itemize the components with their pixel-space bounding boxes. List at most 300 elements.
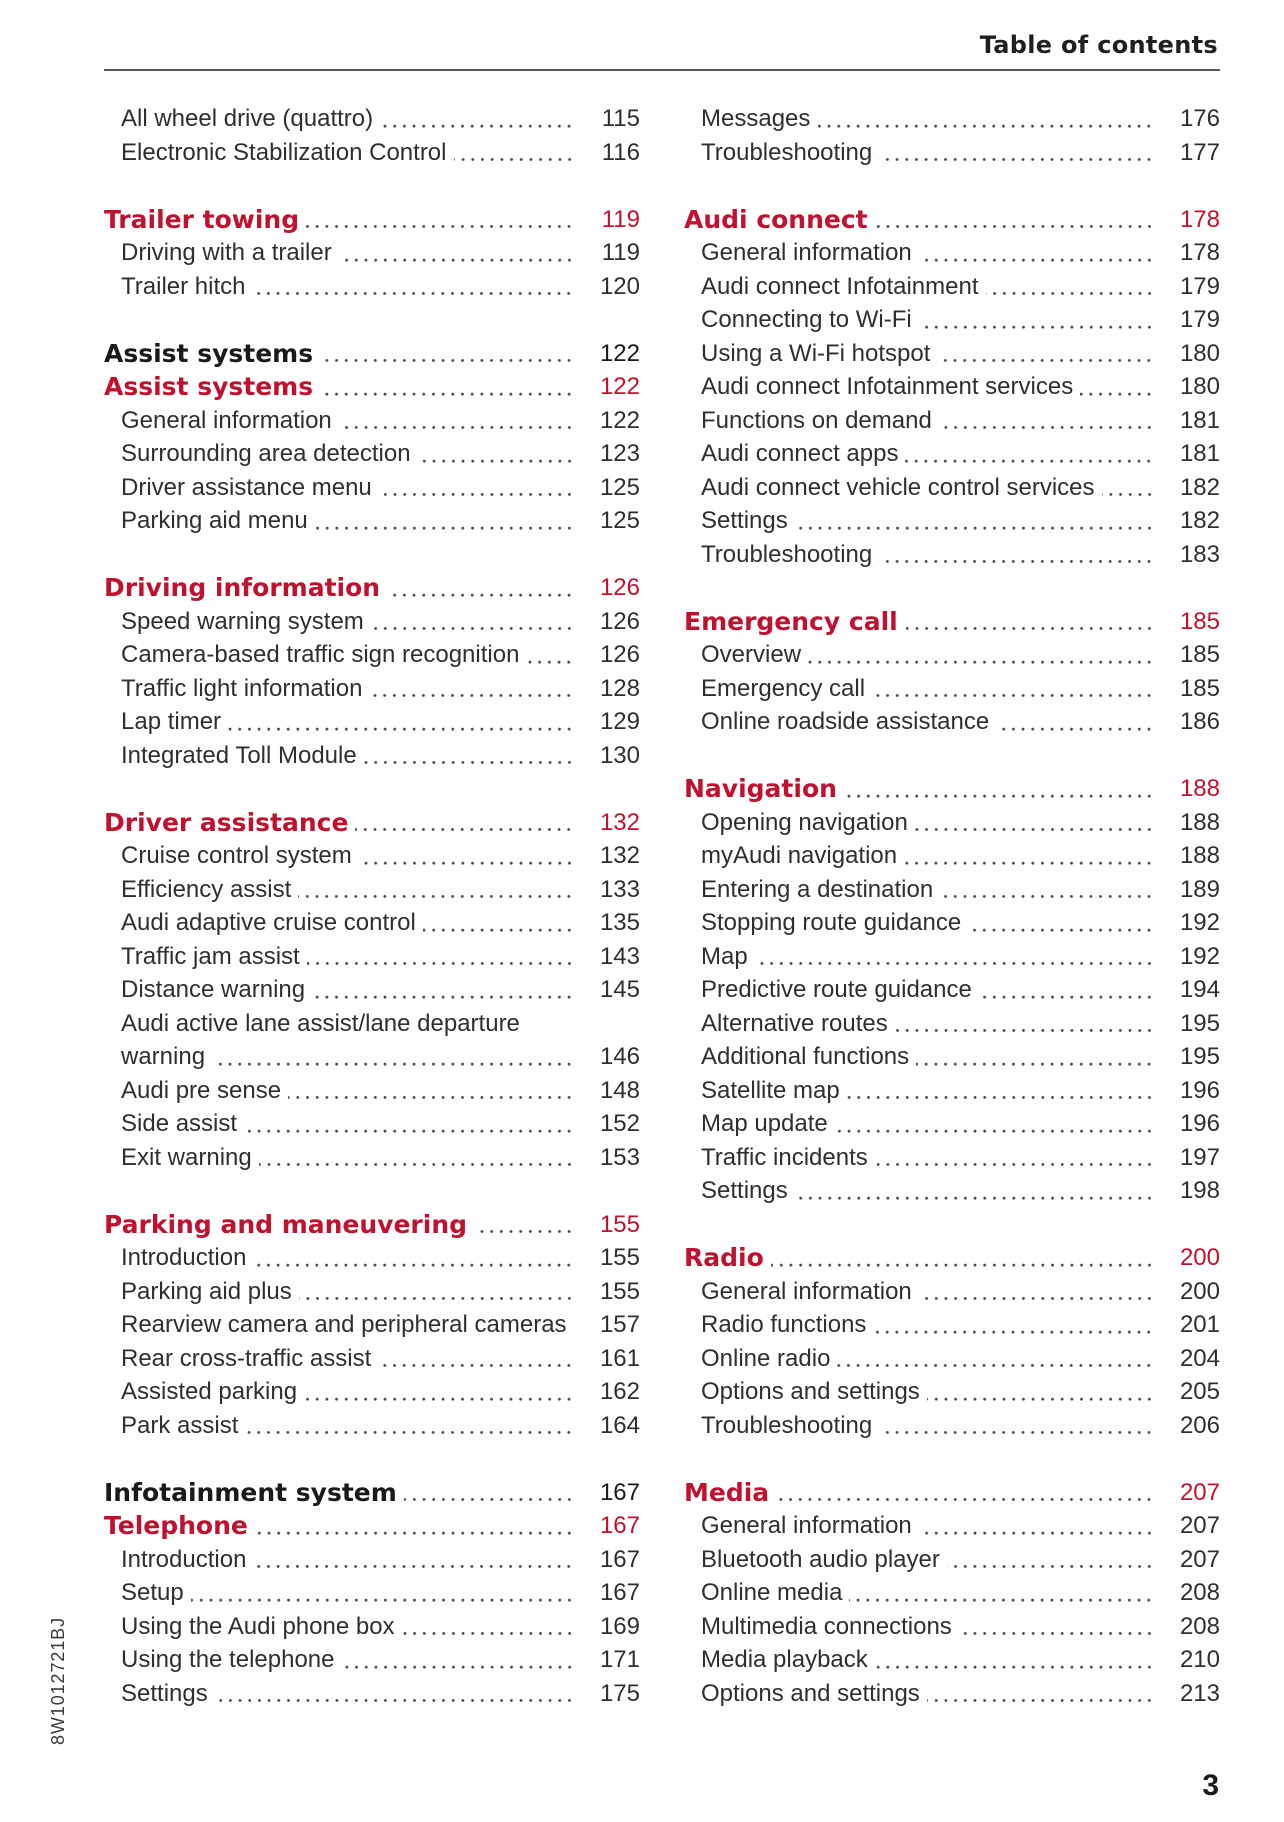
dot-leader (919, 236, 1154, 270)
topic-entry[interactable] (684, 370, 1220, 404)
topic-entry[interactable] (104, 1543, 640, 1577)
topic-entry[interactable] (684, 102, 1220, 136)
entry-page-number: 188 (1179, 775, 1220, 802)
dot-leader (837, 1342, 1154, 1376)
dot-leader (879, 136, 1154, 170)
topic-entry[interactable] (684, 1040, 1220, 1074)
entry-title: Stopping route guidance (701, 909, 962, 936)
topic-entry[interactable] (104, 1040, 640, 1074)
entry-title: Audi connect Infotainment (701, 272, 979, 300)
section-entry[interactable] (684, 605, 1220, 639)
entry-title: warning (121, 1043, 206, 1070)
entry-page-number: 196 (1179, 1076, 1220, 1104)
topic-entry[interactable] (104, 940, 640, 974)
entry-page-number: 196 (1179, 1110, 1220, 1137)
dot-leader (755, 940, 1154, 974)
dot-leader (996, 705, 1154, 739)
topic-entry[interactable] (684, 705, 1220, 739)
entry-page-number: 169 (599, 1612, 640, 1640)
entry-page-number: 178 (1179, 239, 1220, 266)
toc-group (104, 1476, 640, 1711)
topic-entry[interactable] (104, 638, 640, 672)
entry-title: Traffic light information (121, 674, 363, 702)
dot-leader (879, 538, 1154, 572)
dot-leader (306, 203, 574, 237)
dot-leader (245, 1409, 574, 1443)
entry-title: Navigation (684, 774, 837, 803)
entry-page-number: 175 (599, 1679, 640, 1707)
topic-entry[interactable] (104, 1275, 640, 1309)
topic-entry[interactable] (104, 1141, 640, 1175)
entry-page-number: 126 (599, 641, 640, 668)
topic-entry-line[interactable] (104, 1007, 640, 1041)
entry-title: myAudi navigation (701, 842, 898, 869)
section-entry[interactable] (104, 806, 640, 840)
entry-title: Parking and maneuvering (104, 1209, 468, 1239)
entry-title: General information (121, 406, 332, 434)
dot-leader (1080, 370, 1154, 404)
dot-leader (875, 203, 1154, 237)
topic-entry[interactable] (104, 672, 640, 706)
toc-group (684, 1241, 1220, 1442)
topic-entry[interactable] (104, 1610, 640, 1644)
topic-entry[interactable] (684, 806, 1220, 840)
entry-page-number: 195 (1179, 1009, 1220, 1037)
topic-entry[interactable] (684, 1007, 1220, 1041)
entry-page-number: 119 (601, 205, 640, 233)
entry-page-number: 177 (1179, 138, 1220, 166)
entry-page-number: 207 (1179, 1545, 1220, 1573)
topic-entry[interactable] (684, 638, 1220, 672)
entry-title: Map (701, 942, 748, 970)
topic-entry[interactable] (684, 1576, 1220, 1610)
section-entry[interactable] (684, 1476, 1220, 1510)
dot-leader (959, 1610, 1154, 1644)
dot-leader (315, 504, 574, 538)
section-entry[interactable] (684, 1241, 1220, 1275)
entry-title: Options and settings (701, 1679, 920, 1707)
topic-entry[interactable] (684, 236, 1220, 270)
entry-title: Online radio (701, 1344, 831, 1372)
dot-leader (371, 605, 574, 639)
dot-leader (259, 1141, 574, 1175)
dot-leader (339, 404, 574, 438)
entry-title: Assist systems (104, 338, 314, 368)
dot-leader (404, 1476, 574, 1510)
dot-leader (255, 1509, 574, 1543)
entry-page-number: 143 (599, 942, 640, 970)
dot-leader (212, 1040, 574, 1074)
entry-page-number: 208 (1179, 1612, 1220, 1640)
entry-title: Predictive route guidance (701, 976, 972, 1003)
entry-title: Lap timer (121, 708, 222, 735)
entry-page-number: 128 (599, 674, 640, 702)
topic-entry[interactable] (104, 1342, 640, 1376)
dot-leader (378, 1342, 574, 1376)
entry-title: Media (684, 1477, 770, 1507)
entry-page-number: 155 (599, 1210, 640, 1238)
topic-entry[interactable] (684, 471, 1220, 505)
dot-leader (817, 102, 1154, 136)
entry-page-number: 198 (1179, 1177, 1220, 1204)
entry-title: General information (701, 1277, 912, 1305)
entry-page-number: 167 (599, 1545, 640, 1573)
entry-page-number: 185 (1179, 641, 1220, 668)
topic-entry[interactable] (684, 672, 1220, 706)
section-entry[interactable] (104, 370, 640, 404)
entry-title: Audi connect (684, 204, 868, 234)
entry-title: Using the telephone (121, 1646, 335, 1673)
entry-title: Traffic jam assist (121, 942, 300, 970)
dot-leader (771, 1241, 1154, 1275)
topic-entry[interactable] (684, 1141, 1220, 1175)
entry-page-number: 125 (599, 507, 640, 534)
entry-page-number: 210 (1179, 1646, 1220, 1673)
dot-leader (526, 638, 574, 672)
dot-leader (359, 839, 574, 873)
entry-page-number: 213 (1179, 1679, 1220, 1707)
entry-title: Setup (121, 1579, 184, 1606)
toc-column-right (684, 102, 1220, 1710)
entry-page-number: 189 (1179, 875, 1220, 903)
entry-page-number: 122 (599, 373, 640, 400)
topic-entry[interactable] (104, 1241, 640, 1275)
section-entry[interactable] (104, 1208, 640, 1242)
chapter-entry[interactable] (104, 1476, 640, 1510)
entry-title: Introduction (121, 1244, 247, 1271)
dot-leader (252, 270, 574, 304)
dot-leader (927, 1375, 1154, 1409)
dot-leader (402, 1610, 574, 1644)
dot-leader (915, 806, 1154, 840)
entry-page-number: 200 (1179, 1244, 1220, 1271)
entry-page-number: 132 (599, 808, 640, 836)
topic-entry[interactable] (104, 236, 640, 270)
entry-page-number: 155 (599, 1277, 640, 1305)
topic-entry[interactable] (684, 404, 1220, 438)
topic-entry[interactable] (684, 940, 1220, 974)
topic-entry[interactable] (104, 1677, 640, 1711)
dot-leader (919, 1275, 1154, 1309)
entry-title: Audi connect apps (701, 440, 899, 467)
section-entry[interactable] (104, 203, 640, 237)
topic-entry[interactable] (684, 839, 1220, 873)
entry-page-number: 197 (1179, 1143, 1220, 1171)
entry-title: Radio (684, 1243, 764, 1272)
entry-title: Parking aid plus (121, 1277, 292, 1305)
entry-page-number: 133 (599, 875, 640, 903)
topic-entry[interactable] (104, 404, 640, 438)
dot-leader (355, 806, 574, 840)
entry-title: Audi adaptive cruise control (121, 909, 416, 936)
topic-entry[interactable] (684, 303, 1220, 337)
entry-page-number: 126 (599, 574, 640, 601)
topic-entry[interactable] (684, 1074, 1220, 1108)
entry-title: Opening navigation (701, 808, 908, 836)
entry-title: Emergency call (684, 606, 898, 636)
toc-group (104, 203, 640, 304)
topic-entry[interactable] (684, 1375, 1220, 1409)
document-code: 8W1012721BJ (48, 1617, 68, 1745)
dot-leader (916, 1040, 1154, 1074)
topic-entry[interactable] (684, 1275, 1220, 1309)
dot-leader (253, 1241, 574, 1275)
entry-title: Settings (121, 1679, 208, 1707)
entry-page-number: 181 (1179, 440, 1220, 467)
topic-entry[interactable] (684, 1107, 1220, 1141)
entry-title: Infotainment system (104, 1477, 397, 1507)
entry-page-number: 122 (599, 339, 640, 367)
toc-group (104, 1208, 640, 1443)
topic-entry[interactable] (104, 906, 640, 940)
dot-leader (191, 1576, 574, 1610)
entry-title: Troubleshooting (701, 138, 873, 166)
topic-entry[interactable] (104, 1308, 640, 1342)
entry-title: Functions on demand (701, 406, 932, 434)
dot-leader (905, 437, 1154, 471)
entry-title: Audi connect vehicle control services (701, 473, 1095, 501)
entry-page-number: 188 (1179, 808, 1220, 836)
dot-leader (844, 772, 1154, 806)
entry-title: Telephone (104, 1511, 248, 1540)
entry-page-number: 125 (599, 473, 640, 501)
entry-page-number: 206 (1179, 1411, 1220, 1439)
dot-leader (369, 672, 574, 706)
entry-page-number: 192 (1179, 909, 1220, 936)
entry-page-number: 185 (1179, 674, 1220, 702)
entry-title: Overview (701, 641, 802, 668)
topic-entry[interactable] (684, 1543, 1220, 1577)
entry-title: Driving information (104, 573, 381, 602)
topic-entry[interactable] (104, 136, 640, 170)
header-rule (104, 69, 1220, 71)
entry-title: Map update (701, 1110, 828, 1137)
running-header-title: Table of contents (979, 31, 1218, 59)
entry-title: Audi connect Infotainment services (701, 373, 1074, 400)
dot-leader (968, 906, 1154, 940)
topic-entry[interactable] (684, 337, 1220, 371)
dot-leader (795, 1174, 1154, 1208)
entry-title: Driving with a trailer (121, 239, 332, 266)
dot-leader (380, 102, 574, 136)
entry-title: Rear cross-traffic assist (121, 1344, 372, 1372)
topic-entry[interactable] (104, 873, 640, 907)
dot-leader (244, 1107, 574, 1141)
entry-title: All wheel drive (quattro) (121, 105, 374, 132)
entry-page-number: 135 (599, 909, 640, 936)
entry-title: Options and settings (701, 1378, 920, 1405)
dot-leader (320, 370, 574, 404)
entry-title: Entering a destination (701, 875, 934, 903)
topic-entry[interactable] (104, 605, 640, 639)
entry-page-number: 164 (599, 1411, 640, 1439)
page-number: 3 (1202, 1769, 1219, 1802)
entry-page-number: 195 (1179, 1043, 1220, 1070)
chapter-entry[interactable] (104, 337, 640, 371)
topic-entry[interactable] (684, 1610, 1220, 1644)
entry-title: Integrated Toll Module (121, 741, 357, 769)
dot-leader (919, 303, 1154, 337)
topic-entry[interactable] (104, 1074, 640, 1108)
dot-leader (253, 1543, 574, 1577)
topic-entry[interactable] (684, 1308, 1220, 1342)
dot-leader (875, 1643, 1154, 1677)
entry-page-number: 179 (1179, 306, 1220, 333)
topic-entry[interactable] (104, 471, 640, 505)
topic-entry[interactable] (104, 1375, 640, 1409)
dot-leader (979, 973, 1154, 1007)
entry-page-number: 148 (599, 1076, 640, 1104)
dot-leader (795, 504, 1154, 538)
entry-title: Media playback (701, 1646, 868, 1673)
topic-entry[interactable] (104, 437, 640, 471)
dot-leader (808, 638, 1154, 672)
topic-entry[interactable] (684, 270, 1220, 304)
entry-page-number: 176 (1179, 105, 1220, 132)
entry-page-number: 162 (599, 1378, 640, 1405)
entry-page-number: 179 (1179, 272, 1220, 300)
topic-entry[interactable] (684, 504, 1220, 538)
toc-group (104, 337, 640, 538)
topic-entry[interactable] (104, 973, 640, 1007)
topic-entry[interactable] (684, 1174, 1220, 1208)
dot-leader (835, 1107, 1154, 1141)
topic-entry[interactable] (104, 102, 640, 136)
entry-title: Online media (701, 1579, 843, 1606)
entry-page-number: 155 (599, 1244, 640, 1271)
toc-group (104, 806, 640, 1175)
topic-entry[interactable] (684, 1342, 1220, 1376)
topic-entry[interactable] (684, 1409, 1220, 1443)
dot-leader (312, 973, 574, 1007)
topic-entry[interactable] (104, 1576, 640, 1610)
dot-leader (947, 1543, 1154, 1577)
entry-title: Distance warning (121, 976, 306, 1003)
dot-leader (342, 1643, 575, 1677)
entry-title: Audi active lane assist/lane departure (121, 1009, 520, 1037)
topic-entry[interactable] (104, 839, 640, 873)
topic-entry[interactable] (684, 136, 1220, 170)
entry-page-number: 167 (599, 1478, 640, 1506)
dot-leader (339, 236, 574, 270)
topic-entry[interactable] (684, 1677, 1220, 1711)
toc-group (684, 772, 1220, 1208)
entry-page-number: 120 (599, 272, 640, 300)
topic-entry[interactable] (684, 873, 1220, 907)
topic-entry[interactable] (104, 1409, 640, 1443)
entry-page-number: 123 (599, 440, 640, 467)
dot-leader (904, 839, 1154, 873)
dot-leader (986, 270, 1154, 304)
entry-title: Alternative routes (701, 1009, 888, 1037)
entry-page-number: 185 (1179, 607, 1220, 635)
entry-page-number: 205 (1179, 1378, 1220, 1405)
dot-leader (418, 437, 574, 471)
dot-leader (879, 1409, 1154, 1443)
dot-leader (379, 471, 574, 505)
section-entry[interactable] (684, 772, 1220, 806)
entry-title: Assist systems (104, 372, 314, 401)
dot-leader (454, 136, 575, 170)
entry-title: Cruise control system (121, 842, 352, 869)
entry-title: Settings (701, 507, 788, 534)
entry-page-number: 186 (1179, 708, 1220, 735)
topic-entry[interactable] (684, 1509, 1220, 1543)
entry-title: Using the Audi phone box (121, 1612, 395, 1640)
entry-page-number: 161 (599, 1344, 640, 1372)
dot-leader (307, 940, 574, 974)
dot-leader (299, 1275, 574, 1309)
dot-leader (905, 605, 1154, 639)
topic-entry[interactable] (104, 739, 640, 773)
dot-leader (927, 1677, 1154, 1711)
entry-title: Electronic Stabilization Control (121, 138, 447, 166)
dot-leader (215, 1677, 574, 1711)
dot-leader (937, 337, 1154, 371)
topic-entry[interactable] (104, 705, 640, 739)
entry-title: Driver assistance menu (121, 473, 372, 501)
entry-page-number: 180 (1179, 373, 1220, 400)
dot-leader (298, 873, 574, 907)
dot-leader (474, 1208, 574, 1242)
topic-entry[interactable] (684, 437, 1220, 471)
dot-leader (849, 1576, 1154, 1610)
entry-page-number: 204 (1179, 1344, 1220, 1372)
entry-page-number: 207 (1179, 1478, 1220, 1506)
dot-leader (939, 404, 1154, 438)
topic-entry[interactable] (104, 1107, 640, 1141)
toc-group (104, 102, 640, 169)
section-entry[interactable] (104, 571, 640, 605)
section-entry[interactable] (684, 203, 1220, 237)
dot-leader (872, 672, 1154, 706)
topic-entry[interactable] (104, 270, 640, 304)
dot-leader (940, 873, 1154, 907)
dot-leader (288, 1074, 574, 1108)
entry-page-number: 181 (1179, 406, 1220, 434)
entry-title: Efficiency assist (121, 875, 292, 903)
entry-title: Speed warning system (121, 607, 364, 635)
topic-entry[interactable] (104, 504, 640, 538)
topic-entry[interactable] (684, 973, 1220, 1007)
entry-page-number: 146 (599, 1043, 640, 1070)
entry-title: Trailer towing (104, 204, 300, 234)
section-entry[interactable] (104, 1509, 640, 1543)
topic-entry[interactable] (684, 1643, 1220, 1677)
entry-title: Rearview camera and peripheral cameras (121, 1311, 567, 1338)
entry-title: Online roadside assistance (701, 708, 990, 735)
entry-page-number: 201 (1179, 1311, 1220, 1338)
entry-page-number: 145 (599, 976, 640, 1003)
dot-leader (304, 1375, 574, 1409)
entry-title: Connecting to Wi-Fi (701, 306, 912, 333)
entry-title: Multimedia connections (701, 1612, 952, 1640)
topic-entry[interactable] (104, 1643, 640, 1677)
toc-column-left (104, 102, 640, 1710)
entry-title: Emergency call (701, 674, 866, 702)
dot-leader (873, 1308, 1154, 1342)
entry-page-number: 182 (1179, 473, 1220, 501)
topic-entry[interactable] (684, 538, 1220, 572)
entry-title: Audi pre sense (121, 1076, 282, 1104)
entry-title: Satellite map (701, 1076, 840, 1104)
entry-page-number: 116 (601, 138, 640, 166)
entry-title: Parking aid menu (121, 507, 308, 534)
entry-page-number: 157 (599, 1311, 640, 1338)
topic-entry[interactable] (684, 906, 1220, 940)
dot-leader (895, 1007, 1154, 1041)
dot-leader (847, 1074, 1154, 1108)
